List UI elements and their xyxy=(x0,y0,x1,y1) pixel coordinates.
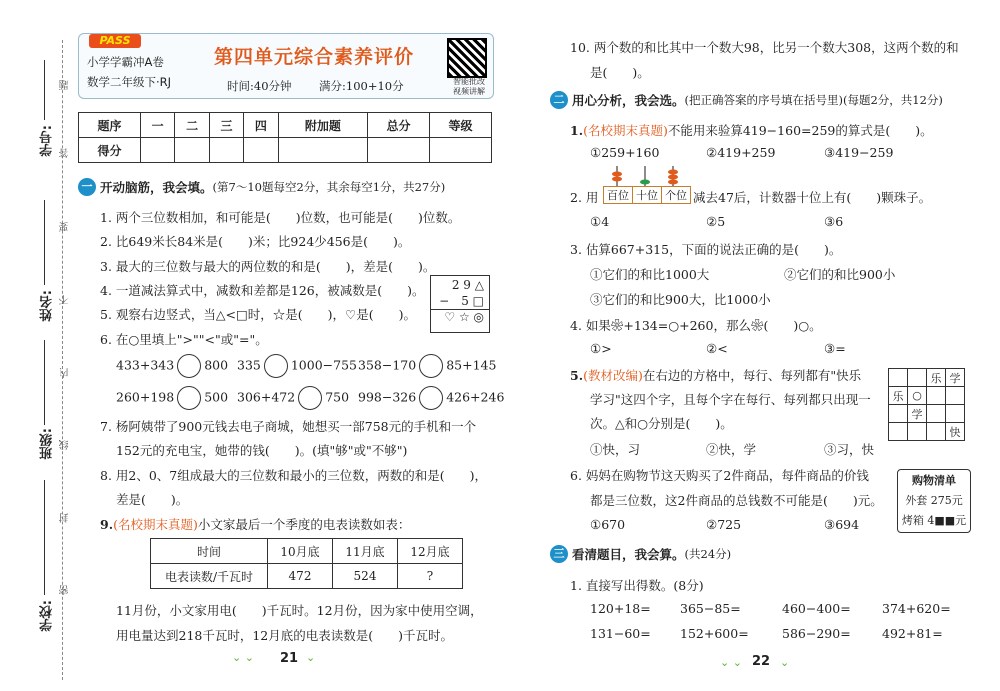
question-1-10: 10. 两个数的和比其中一个数大98，比另一个数大308，这两个数的和 xyxy=(570,40,959,55)
section-number: 二 xyxy=(550,91,568,109)
option[interactable]: ①快，习 xyxy=(590,442,641,457)
compare-left: 433+343 xyxy=(116,357,175,373)
student-id-line xyxy=(44,60,45,120)
question-1-5: 5. 观察右边竖式，当△<□时，☆是( )，♡是( )。 xyxy=(100,307,417,322)
option[interactable]: ③694 xyxy=(824,517,860,532)
grid-cell xyxy=(908,369,927,387)
calc-item: 586−290= xyxy=(782,626,851,641)
compare-circle[interactable] xyxy=(177,386,201,410)
leaf-icon: ⌄ xyxy=(780,656,790,669)
question-2-1 xyxy=(570,121,933,139)
compare-right: 800 xyxy=(204,357,229,373)
meter-cell: 472 xyxy=(268,564,333,589)
score-header: 一 xyxy=(140,113,174,138)
class-line xyxy=(44,340,45,425)
compare-left: 306+472 xyxy=(237,389,296,405)
question-number: 5. xyxy=(570,368,584,383)
option[interactable]: ③= xyxy=(824,341,846,356)
question-1-7: 7. 杨阿姨带了900元钱去电子商城，她想买一部758元的手机和一个 xyxy=(100,419,477,434)
qr-caption: 视频讲解 xyxy=(453,87,485,96)
option[interactable]: ②725 xyxy=(706,517,742,532)
option[interactable]: ①4 xyxy=(590,214,610,229)
question-2-3: 3. 估算667+315，下面的说法正确的是( )。 xyxy=(570,242,842,257)
abacus-labels xyxy=(603,186,691,204)
score-table xyxy=(78,112,492,163)
question-2-6-cont: 都是三位数，这2件商品的总钱数不可能是( )元。 xyxy=(590,493,883,508)
meter-header: 12月底 xyxy=(398,539,463,564)
pass-logo: PASS xyxy=(89,34,141,48)
option[interactable]: ②它们的和比900小 xyxy=(784,267,896,282)
compare-item xyxy=(358,354,496,378)
compare-circle[interactable] xyxy=(419,386,443,410)
compare-right: 750 xyxy=(325,389,350,405)
question-1-1: 1. 两个三位数相加，和可能是( )位数，也可能是( )位数。 xyxy=(100,210,461,225)
puzzle-row: 2 9 △ xyxy=(451,278,484,292)
compare-circle[interactable] xyxy=(298,386,322,410)
compare-left: 335 xyxy=(237,357,261,373)
binding-line xyxy=(62,40,63,680)
source-tag: (教材改编) xyxy=(583,368,643,383)
school-line xyxy=(44,480,45,595)
score-cell[interactable] xyxy=(278,138,367,163)
section-3-title xyxy=(550,545,731,563)
section-label: 开动脑筋，我会填。 xyxy=(100,180,213,195)
score-header: 三 xyxy=(209,113,243,138)
seal-char: 答 xyxy=(60,148,71,158)
receipt-title: 购物清单 xyxy=(912,474,956,487)
grid-cell xyxy=(946,405,965,423)
option[interactable]: ①它们的和比1000大 xyxy=(590,267,710,282)
compare-right: 500 xyxy=(204,389,229,405)
qr-caption: 智能批改 xyxy=(453,77,485,86)
section-label: 看清题目，我会算。 xyxy=(572,547,685,562)
leaf-icon: ⌄ xyxy=(306,651,316,664)
seal-char: 要 xyxy=(60,222,71,232)
question-2-5-cont: 次。△和○分别是( )。 xyxy=(590,416,733,431)
seal-char: 内 xyxy=(60,368,71,378)
question-number: 1. xyxy=(570,123,584,138)
compare-item xyxy=(237,354,357,378)
grid-cell xyxy=(927,405,946,423)
score-cell[interactable] xyxy=(140,138,174,163)
meter-cell: 电表读数/千瓦时 xyxy=(151,564,268,589)
question-2-5 xyxy=(570,366,861,384)
question-3-1: 1. 直接写出得数。(8分) xyxy=(570,578,704,593)
question-1-10-cont: 是( )。 xyxy=(590,65,650,80)
compare-circle[interactable] xyxy=(419,354,443,378)
compare-item xyxy=(116,354,228,378)
option[interactable]: ③它们的和比900大，比1000小 xyxy=(590,292,771,307)
question-1-9-cont: 用电量达到218千瓦时，12月底的电表读数是( )千瓦时。 xyxy=(116,628,454,643)
source-tag: (名校期末真题) xyxy=(113,517,198,532)
receipt-line: 烤箱 4■■元 xyxy=(901,514,967,527)
grid-cell: 乐 xyxy=(927,369,946,387)
score-cell[interactable] xyxy=(244,138,278,163)
grid-cell xyxy=(946,387,965,405)
section-1-title xyxy=(78,178,445,196)
school-label: 学校: xyxy=(40,600,55,632)
score-header: 总分 xyxy=(368,113,430,138)
calc-item: 374+620= xyxy=(882,601,951,616)
section-number: 三 xyxy=(550,545,568,563)
seal-char: 密 xyxy=(60,585,71,595)
question-1-2: 2. 比649米长84米是( )米；比924少456是( )。 xyxy=(100,234,411,249)
score-header: 二 xyxy=(175,113,209,138)
grade-label: 数学二年级下·RJ xyxy=(87,75,172,89)
exam-full-score: 满分:100+10分 xyxy=(319,79,404,93)
series-name: 小学学霸冲A卷 xyxy=(87,55,164,69)
calc-item: 120+18= xyxy=(590,601,651,616)
abacus-label: 百位 xyxy=(604,187,633,203)
question-1-4: 4. 一道减法算式中，减数和差都是126，被减数是( )。 xyxy=(100,283,425,298)
grid-cell: ○ xyxy=(908,387,927,405)
seal-char: 不 xyxy=(60,295,71,305)
question-2-2-pre: 2. 用 xyxy=(570,190,599,205)
option[interactable]: ①670 xyxy=(590,517,626,532)
class-label: 班级: xyxy=(40,428,55,460)
question-1-3: 3. 最大的三位数与最大的两位数的和是( )，差是( )。 xyxy=(100,259,436,274)
compare-circle[interactable] xyxy=(264,354,288,378)
question-1-9 xyxy=(100,515,410,533)
exam-time: 时间:40分钟 xyxy=(227,79,292,93)
meter-table xyxy=(150,538,463,589)
score-header: 题序 xyxy=(79,113,141,138)
page-title: 第四单元综合素养评价 xyxy=(214,46,415,68)
score-cell[interactable] xyxy=(175,138,209,163)
page-number-left: 21 xyxy=(280,651,299,666)
score-header: 附加题 xyxy=(278,113,367,138)
calc-item: 152+600= xyxy=(680,626,749,641)
option[interactable]: ③419−259 xyxy=(824,145,894,160)
option[interactable]: ①259+160 xyxy=(590,145,660,160)
shopping-list xyxy=(897,469,971,533)
meter-cell: 524 xyxy=(333,564,398,589)
source-tag: (名校期末真题) xyxy=(583,123,668,138)
question-2-5-cont: 学习"这四个字，且每个字在每行、每列都只出现一 xyxy=(590,392,871,407)
section-note: (共24分) xyxy=(684,547,732,561)
seal-char: 题 xyxy=(60,80,71,90)
meter-header: 时间 xyxy=(151,539,268,564)
calc-item: 492+81= xyxy=(882,626,943,641)
question-text: 不能用来验算419−160=259的算式是( )。 xyxy=(667,123,933,138)
grid-cell xyxy=(927,423,946,441)
question-2-4: 4. 如果❀+134=○+260，那么❀( )○。 xyxy=(570,318,822,333)
page-number-right: 22 xyxy=(752,654,771,669)
grid-cell xyxy=(889,423,908,441)
calc-item: 131−60= xyxy=(590,626,651,641)
score-row-label: 得分 xyxy=(79,138,141,163)
grid-cell xyxy=(889,369,908,387)
grid-cell xyxy=(927,387,946,405)
puzzle-row: ♡ ☆ ◎ xyxy=(444,310,484,324)
calc-item: 365−85= xyxy=(680,601,741,616)
meter-cell: ? xyxy=(398,564,463,589)
grid-cell: 乐 xyxy=(889,387,908,405)
option[interactable]: ②419+259 xyxy=(706,145,776,160)
exam-header xyxy=(78,33,494,99)
score-cell[interactable] xyxy=(209,138,243,163)
grid-cell: 学 xyxy=(946,369,965,387)
receipt-line: 外套 275元 xyxy=(905,494,963,507)
leaf-icon: ⌄ ⌄ xyxy=(720,656,742,669)
compare-circle[interactable] xyxy=(177,354,201,378)
grid-cell xyxy=(889,405,908,423)
question-1-6: 6. 在○里填上">""<"或"="。 xyxy=(100,332,268,347)
section-note: (把正确答案的序号填在括号里)(每题2分，共12分) xyxy=(684,93,943,107)
option[interactable]: ①> xyxy=(590,341,612,356)
section-label: 用心分析，我会选。 xyxy=(572,93,685,108)
word-grid xyxy=(888,368,965,441)
seal-char: 线 xyxy=(60,440,71,450)
compare-left: 998−326 xyxy=(358,389,417,405)
compare-right: 85+145 xyxy=(446,357,497,373)
question-text: 在右边的方格中，每行、每列都有"快乐 xyxy=(642,368,862,383)
option[interactable]: ③6 xyxy=(824,214,844,229)
option[interactable]: ②5 xyxy=(706,214,726,229)
meter-header: 11月底 xyxy=(333,539,398,564)
abacus-label: 十位 xyxy=(633,187,662,203)
question-1-8: 8. 用2、0、7组成最大的三位数和最小的三位数，两数的和是( )， xyxy=(100,468,488,483)
name-line xyxy=(44,200,45,285)
student-id-label: 学号: xyxy=(40,125,55,157)
calc-item: 460−400= xyxy=(782,601,851,616)
score-cell[interactable] xyxy=(430,138,492,163)
question-2-6: 6. 妈妈在购物节这天购买了2件商品，每件商品的价钱 xyxy=(570,468,869,483)
compare-right: 426+246 xyxy=(446,389,505,405)
score-header: 等级 xyxy=(430,113,492,138)
option[interactable]: ③习，快 xyxy=(824,442,875,457)
name-label: 姓名: xyxy=(40,290,55,322)
score-header: 四 xyxy=(244,113,278,138)
seal-char: 封 xyxy=(60,513,71,523)
abacus-icon xyxy=(603,166,689,186)
question-2-2: 减去47后，计数器十位上有( )颗珠子。 xyxy=(693,190,932,205)
option[interactable]: ②快，学 xyxy=(706,442,757,457)
compare-item xyxy=(358,386,504,410)
question-number: 9. xyxy=(100,517,114,532)
compare-item xyxy=(116,386,228,410)
grid-cell: 快 xyxy=(946,423,965,441)
question-1-8-cont: 差是( )。 xyxy=(116,492,189,507)
compare-left: 260+198 xyxy=(116,389,175,405)
meter-header: 10月底 xyxy=(268,539,333,564)
abacus-label: 个位 xyxy=(665,189,687,202)
section-2-title xyxy=(550,91,943,109)
section-number: 一 xyxy=(78,178,96,196)
compare-item xyxy=(237,386,349,410)
question-1-9-cont: 11月份，小文家用电( )千瓦时。12月份，因为家中使用空调， xyxy=(116,603,483,618)
leaf-icon: ⌄ ⌄ xyxy=(232,651,254,664)
grid-cell xyxy=(908,423,927,441)
compare-right: 1000−755 xyxy=(290,357,358,373)
question-text: 小文家最后一个季度的电表读数如表： xyxy=(197,517,411,532)
compare-left: 358−170 xyxy=(358,357,417,373)
puzzle-row: − 5 □ xyxy=(431,292,489,310)
qr-code-icon[interactable] xyxy=(447,38,487,78)
option[interactable]: ②< xyxy=(706,341,728,356)
score-cell[interactable] xyxy=(368,138,430,163)
question-1-7-cont: 152元的充电宝，她带的钱( )。(填"够"或"不够") xyxy=(116,443,408,458)
grid-cell: 学 xyxy=(908,405,927,423)
vertical-subtraction xyxy=(430,275,490,333)
section-note: (第7～10题每空2分，其余每空1分，共27分) xyxy=(212,180,446,194)
